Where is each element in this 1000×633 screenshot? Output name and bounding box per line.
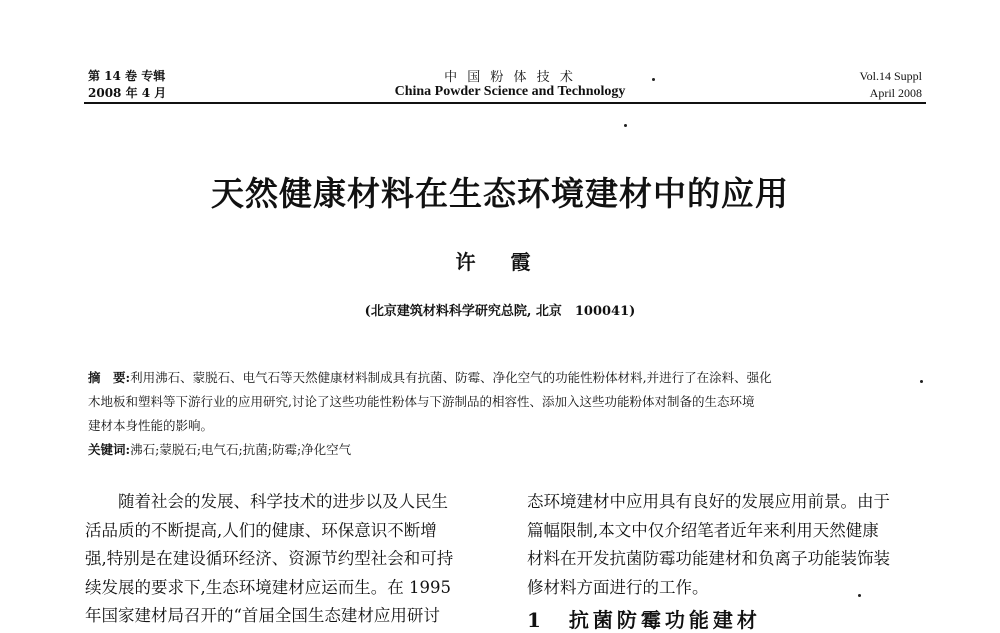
abstract-label: 摘 要: — [88, 370, 131, 385]
scan-speck — [624, 124, 627, 127]
body-right-column — [527, 488, 937, 602]
article-title: 天然健康材料在生态环境建材中的应用 — [211, 174, 789, 213]
body-line: 修材料方面进行的工作。 — [527, 577, 709, 597]
journal-title-en: China Powder Science and Technology — [394, 84, 626, 99]
abstract — [88, 366, 930, 438]
author-affiliation: (北京建筑材料科学研究总院, 北京 100041) — [364, 304, 636, 319]
scan-speck — [652, 78, 655, 81]
body-left-column — [85, 488, 495, 631]
abstract-line-2: 木地板和塑料等下游行业的应用研究,讨论了这些功能性粉体与下游制品的相容性、添加入这些功能粉体对制备的生态环境 — [88, 394, 755, 409]
date-en: April 2008 — [869, 86, 922, 100]
body-line: 续发展的要求下,生态环境建材应运而生。在 1995 — [85, 577, 451, 597]
author-name: 许 霞 — [455, 250, 545, 274]
journal-title-cn: 中 国 粉 体 技 术 — [444, 70, 576, 85]
body-line: 强,特别是在建设循环经济、资源节约型社会和可持 — [85, 549, 454, 568]
body-line: 材料在开发抗菌防霉功能建材和负离子功能装饰装 — [527, 549, 890, 568]
keywords-text: 沸石;蒙脱石;电气石;抗菌;防霉;净化空气 — [130, 442, 352, 457]
abstract-line-1: 摘 要:利用沸石、蒙脱石、电气石等天然健康材料制成具有抗菌、防霉、净化空气的功能性粉体材料,并进行了在涂料、强化 — [88, 370, 772, 385]
body-line: 年国家建材局召开的“首届全国生态建材应用研讨 — [85, 606, 440, 625]
header-rule — [84, 102, 926, 104]
keywords — [88, 440, 351, 458]
body-line: 活品质的不断提高,人们的健康、环保意识不断增 — [85, 520, 437, 540]
issue-date: 2008 年 4 月 — [88, 86, 167, 100]
body-line: 态环境建材中应用具有良好的发展应用前景。由于 — [527, 492, 890, 511]
section-heading: 1 抗菌防霉功能建材 — [527, 608, 761, 632]
keywords-label: 关键词: — [88, 442, 131, 457]
abstract-line-3: 建材本身性能的影响。 — [88, 418, 214, 433]
body-line: 篇幅限制,本文中仅介绍笔者近年来利用天然健康 — [527, 520, 879, 540]
body-line: 随着社会的发展、科学技术的进步以及人民生 — [85, 492, 448, 511]
volume-en: Vol.14 Suppl — [859, 69, 922, 83]
volume-info: 第 14 卷 专辑 — [88, 69, 166, 83]
